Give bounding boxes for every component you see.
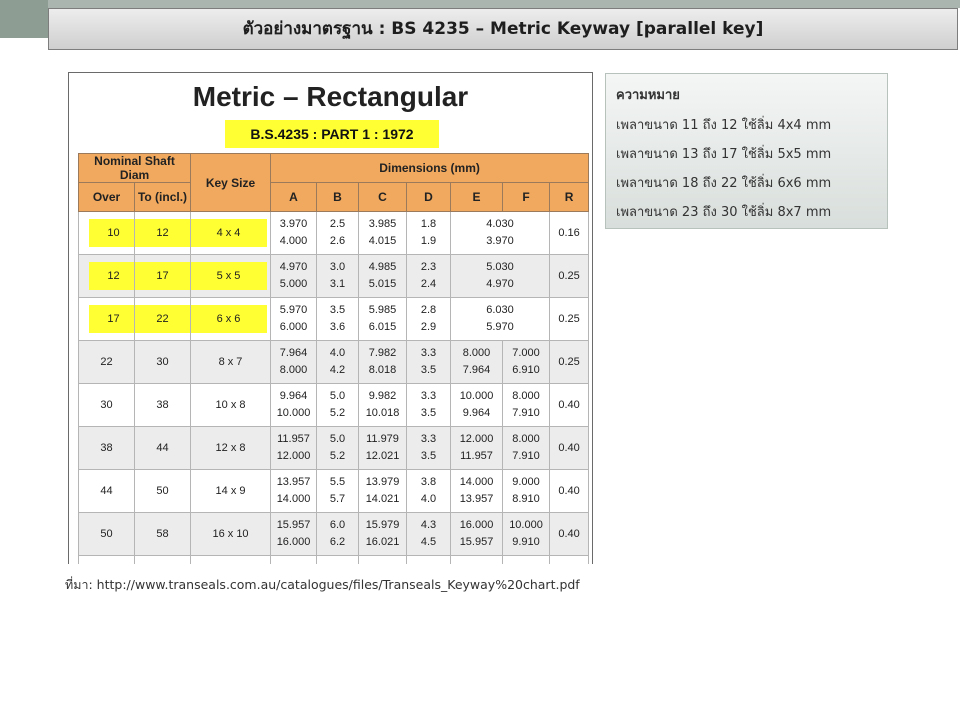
cell-key-size: 16 x 10 bbox=[191, 513, 271, 556]
cell-e bbox=[451, 556, 503, 565]
standard-label: B.S.4235 : PART 1 : 1972 bbox=[225, 120, 439, 148]
cell-f: 8.000 7.910 bbox=[503, 384, 550, 427]
cell-over: 30 bbox=[79, 384, 135, 427]
cell-e: 16.000 15.957 bbox=[451, 513, 503, 556]
col-r-header: R bbox=[550, 183, 589, 212]
cell-to: 30 bbox=[135, 341, 191, 384]
table-row bbox=[79, 298, 589, 341]
cell-d: 3.3 3.5 bbox=[407, 384, 451, 427]
cell-over: 38 bbox=[79, 427, 135, 470]
cell-a: 13.957 14.000 bbox=[271, 470, 317, 513]
dimensions-header: Dimensions (mm) bbox=[271, 154, 589, 183]
table-row bbox=[79, 513, 589, 556]
cell-f bbox=[503, 556, 550, 565]
cell-over: 22 bbox=[79, 341, 135, 384]
cell-r: 0.40 bbox=[550, 427, 589, 470]
cell-a: 11.957 12.000 bbox=[271, 427, 317, 470]
note-line: เพลาขนาด 13 ถึง 17 ใช้ลิ่ม 5x5 mm bbox=[616, 147, 832, 162]
sheet-title: Metric – Rectangular bbox=[192, 81, 469, 112]
cell-key-size: 5 x 5 bbox=[190, 262, 267, 290]
cell-to-cell bbox=[135, 212, 191, 255]
cell-b: 3.5 3.6 bbox=[317, 298, 359, 341]
cell-key-size: 6 x 6 bbox=[190, 305, 267, 333]
table-row bbox=[79, 384, 589, 427]
cell-to-cell bbox=[135, 298, 191, 341]
col-c-header: C bbox=[359, 183, 407, 212]
cell-c: 11.979 12.021 bbox=[359, 427, 407, 470]
cell-key-size bbox=[191, 556, 271, 565]
cell-key-size: 14 x 9 bbox=[191, 470, 271, 513]
cell-r bbox=[550, 556, 589, 565]
cell-key-size-cell bbox=[191, 298, 271, 341]
slide-title: ตัวอย่างมาตรฐาน : BS 4235 – Metric Keyway [parallel key] bbox=[48, 8, 958, 50]
cell-key-size: 4 x 4 bbox=[190, 219, 267, 247]
keyway-table bbox=[78, 153, 589, 564]
cell-over: 50 bbox=[79, 513, 135, 556]
cell-to: 38 bbox=[135, 384, 191, 427]
cell-d bbox=[407, 556, 451, 565]
cell-d: 3.3 3.5 bbox=[407, 341, 451, 384]
cell-a: 5.970 6.000 bbox=[271, 298, 317, 341]
cell-b: 6.0 6.2 bbox=[317, 513, 359, 556]
note-line: เพลาขนาด 18 ถึง 22 ใช้ลิ่ม 6x6 mm bbox=[616, 176, 832, 191]
top-strip bbox=[48, 0, 960, 8]
cell-d: 4.3 4.5 bbox=[407, 513, 451, 556]
cell-key-size: 10 x 8 bbox=[191, 384, 271, 427]
source-citation: ที่มา: http://www.transeals.com.au/catalogues/files/Transeals_Keyway%20chart.pdf bbox=[65, 577, 580, 592]
cell-a: 3.970 4.000 bbox=[271, 212, 317, 255]
meaning-note bbox=[605, 73, 888, 229]
cell-d: 2.3 2.4 bbox=[407, 255, 451, 298]
cell-to-cell bbox=[135, 255, 191, 298]
note-heading: ความหมาย bbox=[616, 88, 680, 103]
col-a-header: A bbox=[271, 183, 317, 212]
cell-d: 2.8 2.9 bbox=[407, 298, 451, 341]
cell-to: 50 bbox=[135, 470, 191, 513]
cell-over-cell bbox=[79, 212, 135, 255]
col-f-header: F bbox=[503, 183, 550, 212]
table-row bbox=[79, 470, 589, 513]
cell-ef: 4.030 3.970 bbox=[451, 212, 550, 255]
cell-c: 9.982 10.018 bbox=[359, 384, 407, 427]
cell-key-size: 8 x 7 bbox=[191, 341, 271, 384]
cell-key-size-cell bbox=[191, 255, 271, 298]
cell-r: 0.40 bbox=[550, 384, 589, 427]
cell-over-cell bbox=[79, 255, 135, 298]
cell-r: 0.16 bbox=[550, 212, 589, 255]
cell-b: 5.0 5.2 bbox=[317, 384, 359, 427]
cell-over bbox=[79, 556, 135, 565]
cell-f: 9.000 8.910 bbox=[503, 470, 550, 513]
table-row bbox=[79, 427, 589, 470]
corner-accent bbox=[0, 0, 48, 38]
cell-to: 12 bbox=[134, 219, 191, 247]
cell-to: 44 bbox=[135, 427, 191, 470]
cell-e: 10.000 9.964 bbox=[451, 384, 503, 427]
cell-over-cell bbox=[79, 298, 135, 341]
note-line: เพลาขนาด 23 ถึง 30 ใช้ลิ่ม 8x7 mm bbox=[616, 205, 832, 220]
cell-r: 0.25 bbox=[550, 255, 589, 298]
cell-ef: 5.030 4.970 bbox=[451, 255, 550, 298]
cell-to bbox=[135, 556, 191, 565]
col-e-header: E bbox=[451, 183, 503, 212]
cell-c: 4.985 5.015 bbox=[359, 255, 407, 298]
key-size-header: Key Size bbox=[191, 154, 271, 212]
cell-a: 7.964 8.000 bbox=[271, 341, 317, 384]
cell-r: 0.25 bbox=[550, 298, 589, 341]
table-row bbox=[79, 556, 589, 565]
cell-a: 4.970 5.000 bbox=[271, 255, 317, 298]
cell-a: 15.957 16.000 bbox=[271, 513, 317, 556]
cell-f: 8.000 7.910 bbox=[503, 427, 550, 470]
cell-b: 5.5 5.7 bbox=[317, 470, 359, 513]
keyway-sheet bbox=[68, 72, 593, 564]
cell-a bbox=[271, 556, 317, 565]
col-b-header: B bbox=[317, 183, 359, 212]
cell-b: 3.0 3.1 bbox=[317, 255, 359, 298]
cell-r: 0.40 bbox=[550, 470, 589, 513]
cell-e: 14.000 13.957 bbox=[451, 470, 503, 513]
cell-c: 15.979 16.021 bbox=[359, 513, 407, 556]
cell-to: 17 bbox=[134, 262, 191, 290]
cell-over: 17 bbox=[89, 305, 135, 333]
table-row bbox=[79, 255, 589, 298]
cell-a: 9.964 10.000 bbox=[271, 384, 317, 427]
cell-e: 12.000 11.957 bbox=[451, 427, 503, 470]
cell-d: 3.3 3.5 bbox=[407, 427, 451, 470]
cell-r: 0.25 bbox=[550, 341, 589, 384]
cell-d: 3.8 4.0 bbox=[407, 470, 451, 513]
cell-b: 2.5 2.6 bbox=[317, 212, 359, 255]
cell-c: 3.985 4.015 bbox=[359, 212, 407, 255]
cell-c: 7.982 8.018 bbox=[359, 341, 407, 384]
cell-key-size-cell bbox=[191, 212, 271, 255]
cell-e: 8.000 7.964 bbox=[451, 341, 503, 384]
cell-d: 1.8 1.9 bbox=[407, 212, 451, 255]
table-row bbox=[79, 212, 589, 255]
cell-over: 10 bbox=[89, 219, 135, 247]
cell-r: 0.40 bbox=[550, 513, 589, 556]
table-row bbox=[79, 341, 589, 384]
cell-over: 44 bbox=[79, 470, 135, 513]
cell-f: 7.000 6.910 bbox=[503, 341, 550, 384]
cell-key-size: 12 x 8 bbox=[191, 427, 271, 470]
cell-b: 4.0 4.2 bbox=[317, 341, 359, 384]
over-header: Over bbox=[79, 183, 135, 212]
cell-f: 10.000 9.910 bbox=[503, 513, 550, 556]
to-header: To (incl.) bbox=[135, 183, 191, 212]
cell-c: 5.985 6.015 bbox=[359, 298, 407, 341]
cell-to: 22 bbox=[134, 305, 191, 333]
cell-ef: 6.030 5.970 bbox=[451, 298, 550, 341]
cell-b: 5.0 5.2 bbox=[317, 427, 359, 470]
note-line: เพลาขนาด 11 ถึง 12 ใช้ลิ่ม 4x4 mm bbox=[616, 118, 832, 133]
cell-c bbox=[359, 556, 407, 565]
cell-c: 13.979 14.021 bbox=[359, 470, 407, 513]
cell-to: 58 bbox=[135, 513, 191, 556]
cell-over: 12 bbox=[89, 262, 135, 290]
col-d-header: D bbox=[407, 183, 451, 212]
nominal-shaft-header: Nominal Shaft Diam bbox=[79, 154, 191, 183]
cell-b bbox=[317, 556, 359, 565]
